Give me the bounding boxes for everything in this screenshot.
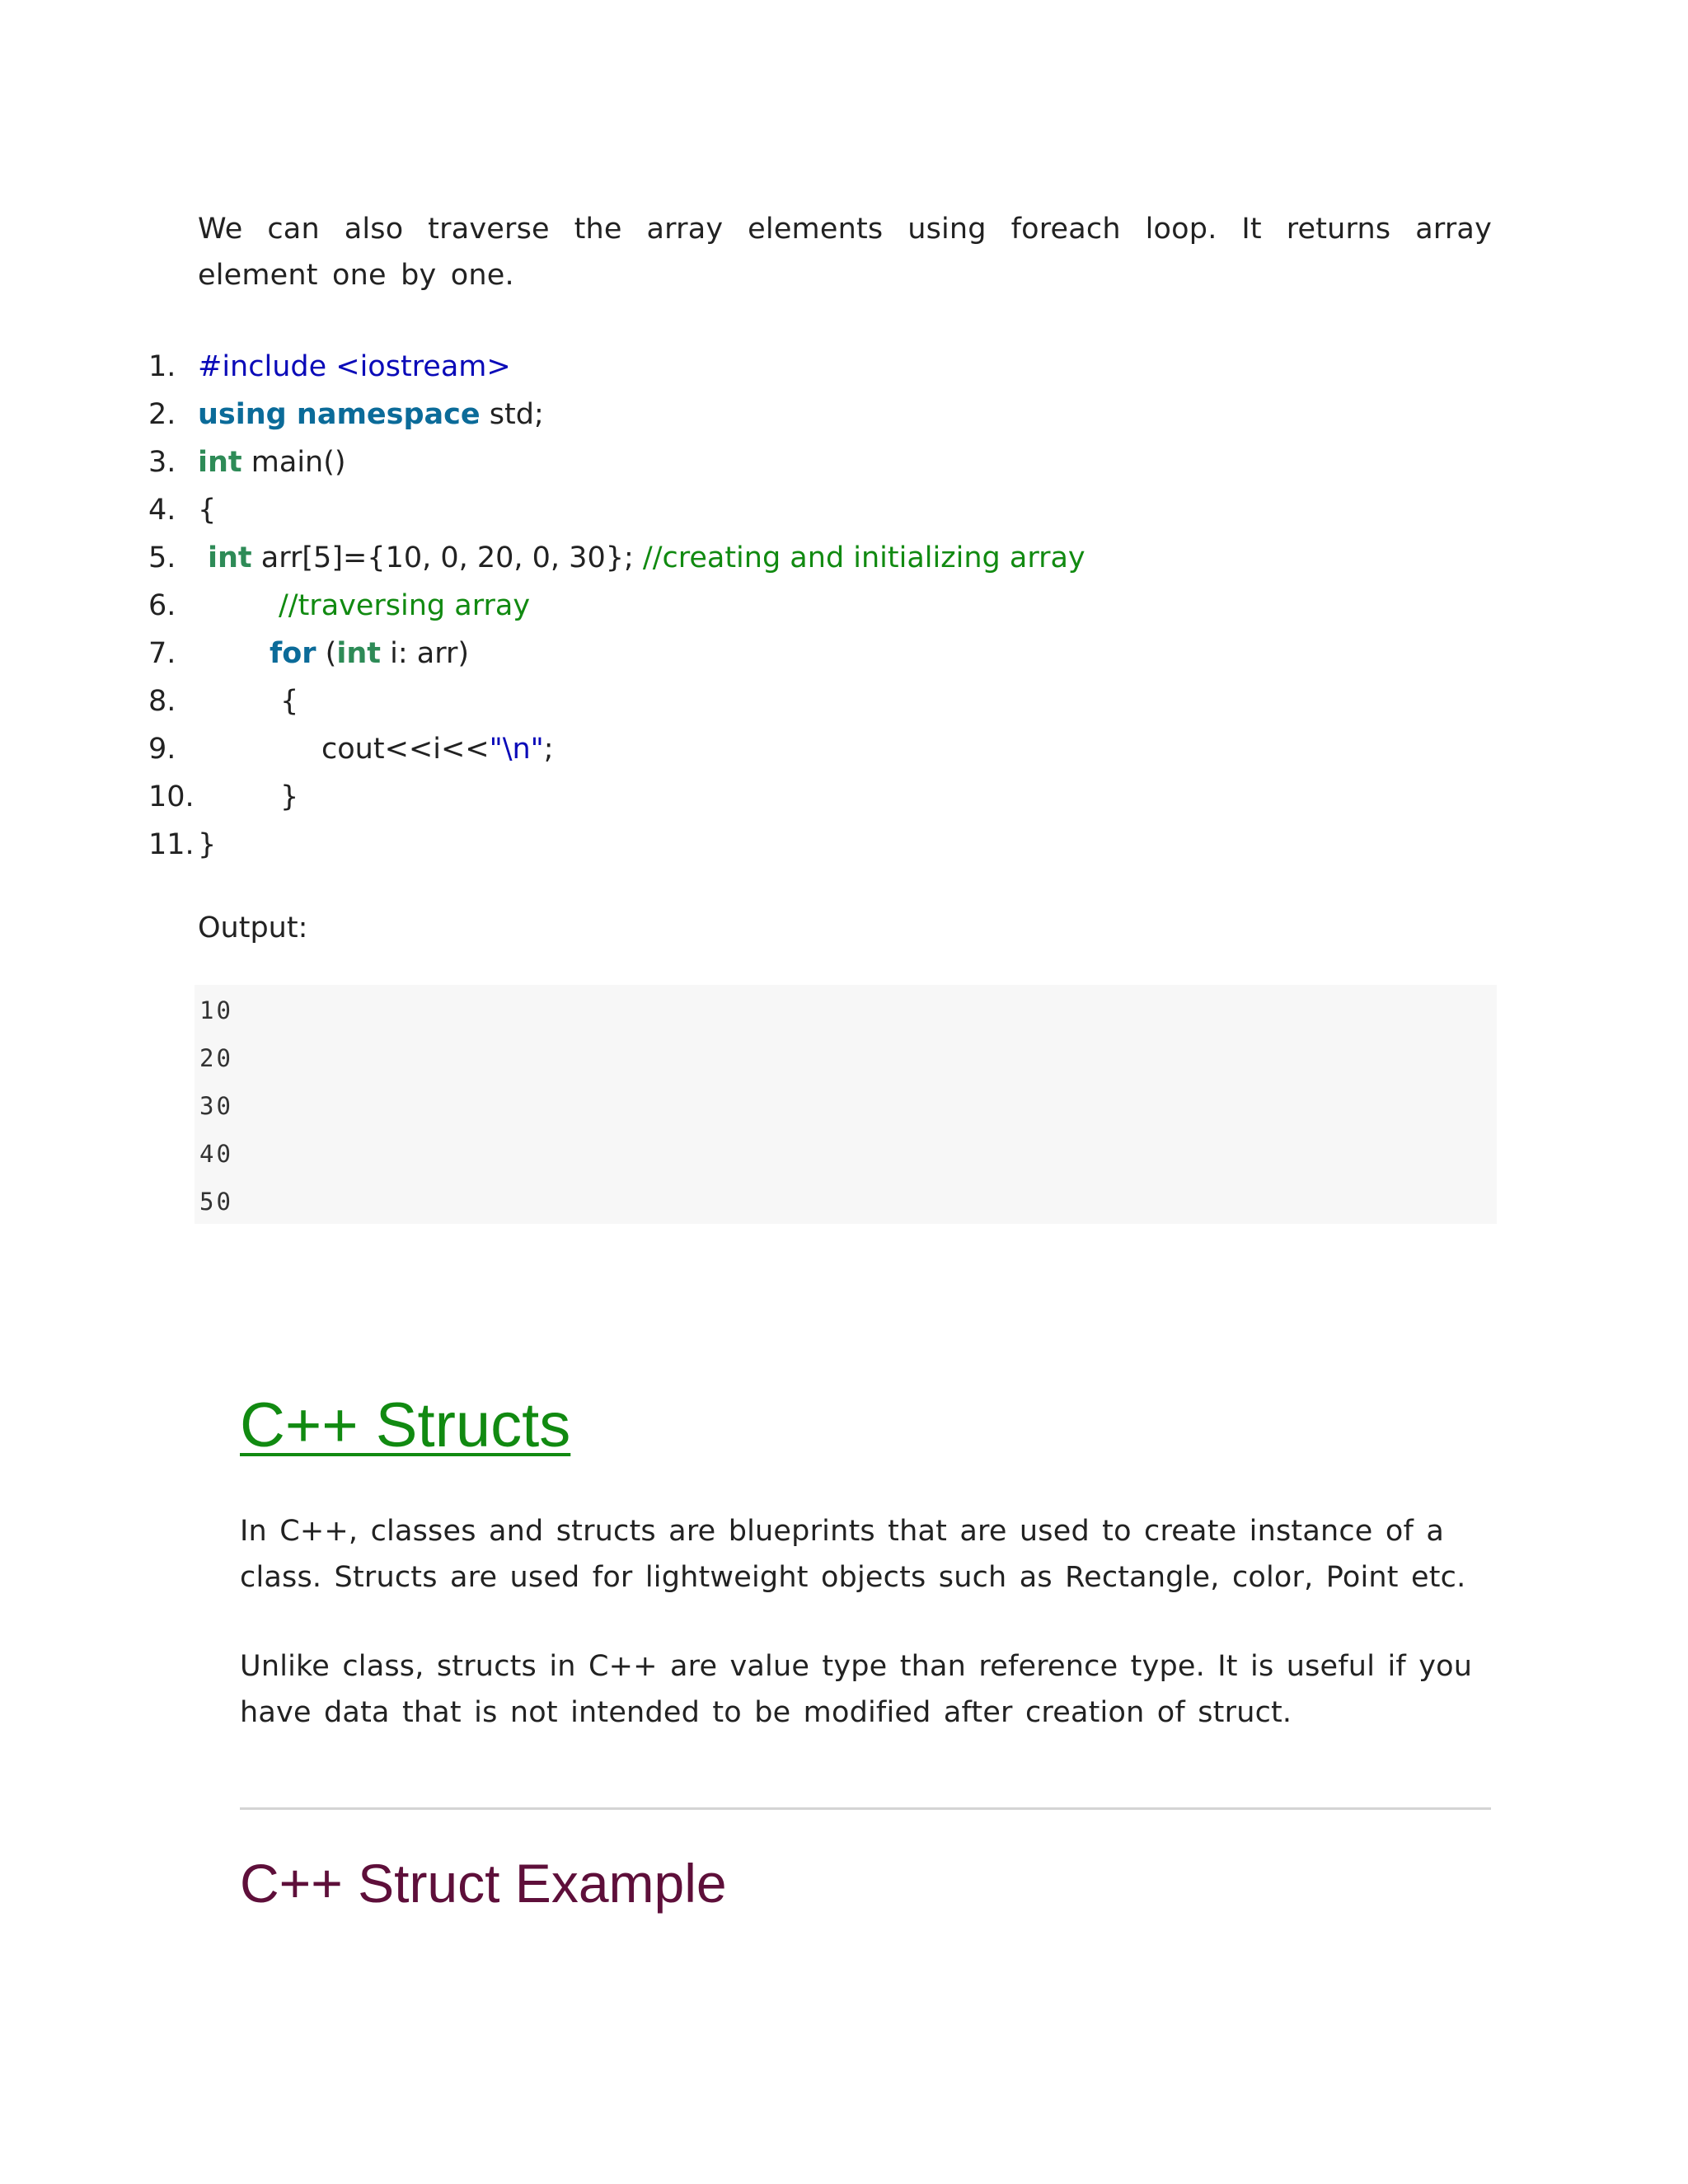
line-number: 10.: [148, 780, 195, 813]
code-line: [0, 582, 1236, 630]
output-line: 30: [199, 1092, 233, 1120]
code-token: {: [198, 494, 217, 527]
code-token: (: [316, 637, 337, 670]
code-line: [0, 725, 1236, 773]
output-line: 10: [199, 996, 233, 1024]
code-token: for: [270, 637, 316, 670]
code-token: cout<<i<<: [321, 733, 490, 766]
line-number: 4.: [148, 494, 176, 527]
structs-paragraph-2: Unlike class, structs in C++ are value type than reference type. It is useful if you have data that is not intended to be modified after creation of struct.: [240, 1650, 1473, 1729]
code-token: }: [198, 828, 217, 861]
code-line: [0, 391, 1236, 438]
code-comment: //creating and initializing array: [642, 541, 1085, 574]
code-token: std;: [480, 398, 544, 431]
code-line: [0, 438, 1236, 486]
code-token: main(): [241, 446, 346, 479]
code-token: int: [198, 446, 242, 479]
code-token: arr[5]={10, 0, 20, 0, 30};: [251, 541, 643, 574]
output-line: 40: [199, 1140, 233, 1168]
code-token: {: [280, 685, 299, 718]
line-number: 1.: [148, 350, 176, 383]
line-number: 11.: [148, 828, 195, 861]
line-number: 7.: [148, 637, 176, 670]
line-number: 6.: [148, 589, 176, 622]
line-number: 3.: [148, 446, 176, 479]
code-line: [0, 534, 1236, 582]
code-token: using namespace: [198, 398, 481, 431]
line-number: 2.: [148, 398, 176, 431]
code-line: [0, 486, 1236, 534]
line-number: 8.: [148, 685, 176, 718]
code-token: int: [208, 541, 252, 574]
output-block: [195, 985, 1497, 1224]
section-heading-struct-example: C++ Struct Example: [240, 1853, 727, 1914]
horizontal-divider: [240, 1807, 1491, 1810]
section-heading-structs[interactable]: C++ Structs: [240, 1390, 571, 1460]
code-line: [0, 821, 1236, 869]
line-number: 9.: [148, 733, 176, 766]
code-listing: [0, 343, 1236, 869]
intro-paragraph: We can also traverse the array elements using foreach loop. It returns array element one by one.: [198, 213, 1492, 292]
code-string: "\n": [489, 733, 544, 766]
line-number: 5.: [148, 541, 176, 574]
structs-paragraph-1: In C++, classes and structs are blueprints that are used to create instance of a class. Structs are used for lightweight objects such as Rectangle, color, Point etc.: [240, 1515, 1466, 1594]
output-label: Output:: [198, 912, 308, 944]
code-comment: //traversing array: [279, 589, 531, 622]
code-token: int: [336, 637, 381, 670]
code-line: [0, 343, 1236, 391]
output-line: 50: [199, 1188, 233, 1216]
code-line: [0, 677, 1236, 725]
code-token: #include <iostream>: [198, 350, 511, 383]
code-token: ;: [543, 733, 554, 766]
code-line: [0, 630, 1236, 677]
code-line: [0, 773, 1236, 821]
code-token: i: arr): [380, 637, 470, 670]
output-line: 20: [199, 1044, 233, 1072]
code-token: }: [280, 780, 299, 813]
